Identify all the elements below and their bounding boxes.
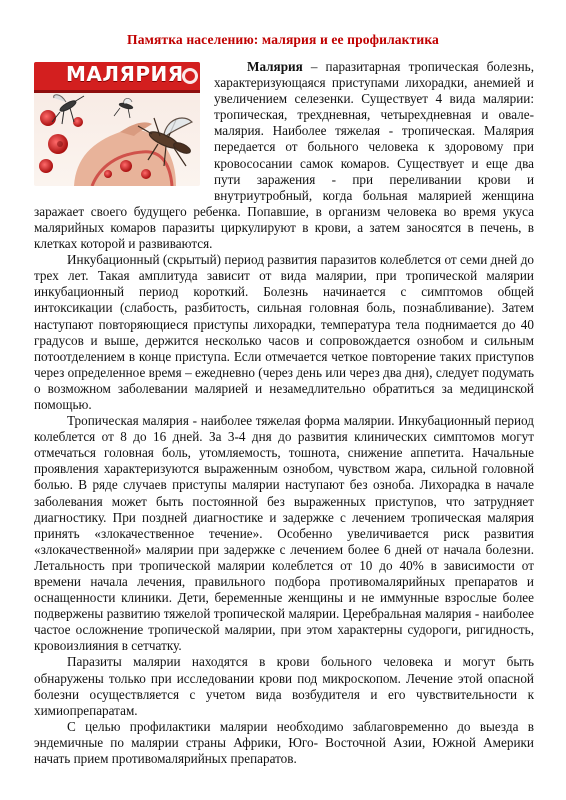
paragraph-diagnosis: Паразиты малярии находятся в крови больного человека и могут быть обнаружены только при исследовании крови под микроскопом. Лечение этой опасной болезни осуществляется с учетом вида возбудителя и его чувствительности к химиопрепаратам. <box>34 654 534 718</box>
intro-paragraph <box>34 59 534 252</box>
intro-text: – паразитарная тропическая болезнь, характеризующаяся приступами лихорадки, анемией и увеличением селезенки. Существует 4 вида малярии: тропическая, трехдневная, четырехдневная и овале-малярия. Наиболее тяжелая - тропическая. Малярия передается от больного человека к здоровому при кровососании самок комаров. Существует и еще два пути заражения - при переливании крови и внутриутробный, когда больная малярией женщина заражает своего будущего ребенка. Попавшие, в организм человека во время укуса малярийных комаров паразиты циркулируют в крови, а затем заносятся в печень, в клетках которой и развиваются. <box>34 59 534 252</box>
intro-lead-word: Малярия <box>247 59 303 74</box>
document-body <box>34 59 534 767</box>
paragraph-prevention: С целью профилактики малярии необходимо заблаговременно до выезда в эндемичные по малярии страны Африки, Юго- Восточной Азии, Южной Америки начать прием противомалярийных препаратов. <box>34 718 534 767</box>
paragraph-tropical-malaria: Тропическая малярия - наиболее тяжелая форма малярии. Инкубационный период колеблется от 8 до 16 дней. За 3-4 дня до развития клинических симптомов могут отмечаться головная боль, утомляемость, тошнота, снижение аппетита. Начальные проявления характеризуются выраженным ознобом, чувством жара, сильной головной болью. В ряде случаев приступы малярии наступают без озноба. Лихорадка в начале заболевания может быть постоянной без выраженных приступов, что затрудняет диагностику. При поздней диагностике и задержке с лечением тропическая малярия принять «злокачественное течение». Особенно увеличивается риск развития «злокачественной» малярии при задержке с лечением более 6 дней от начала болезни. Летальность при тропической малярии колеблется от 10 до 40% в зависимости от времени начала лечения, правильного подбора противомалярийных препаратов и оснащенности клиники. Дети, беременные женщины и не иммунные взрослые более подвержены развитию тяжелой тропической малярии. Церебральная малярия - наиболее частое осложнение тропической малярии, при этом характерны судороги, ригидность, кровоизлияния в сетчатку. <box>34 413 534 654</box>
banner-title: МАЛЯРИЯ <box>66 62 184 86</box>
mosquito-malaria-illustration <box>34 62 200 186</box>
paragraph-incubation: Инкубационный (скрытый) период развития паразитов колеблется от семи дней до трех лет. Такая амплитуда зависит от вида малярии, при тропической малярии инкубационный период короткий. Болезнь начинается с симптомов общей интоксикации (слабость, разбитость, сильная головная боль, познабливание). Затем наступают повторяющиеся приступы лихорадки, температура тела поднимается до 40 градусов и выше, держится несколько часов и сопровождается ознобом и сильным потоотделением в конце приступа. Если отмечается четкое повторение таких приступов через определенное время – ежедневно (через день или через два дня), следует подумать о возможном заболевании малярией и незамедлительно обратиться за медицинской помощью. <box>34 252 534 412</box>
page-title: Памятка населению: малярия и ее профилактика <box>127 32 439 47</box>
